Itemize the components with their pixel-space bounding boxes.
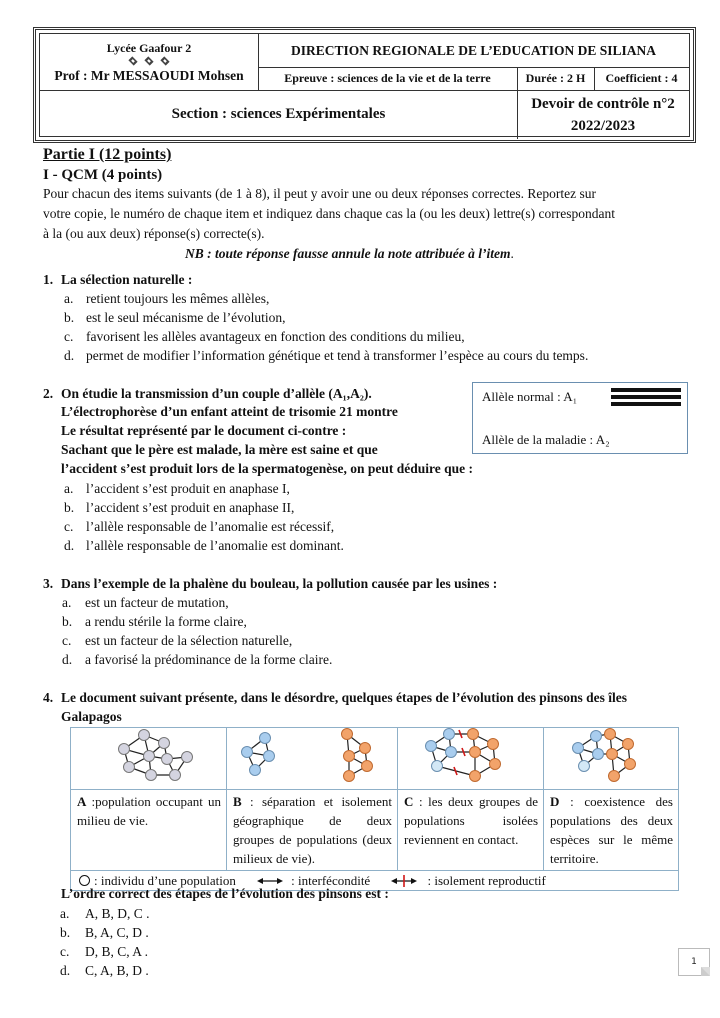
option-letter: d.	[60, 963, 71, 978]
instructions-line: à la (ou aux deux) réponse(s) correcte(s).	[43, 226, 265, 241]
q2-option-d	[64, 536, 344, 556]
q4-option-a	[60, 904, 150, 924]
evolution-stages-table	[70, 727, 679, 891]
stage-text: : coexistence des populations des deux espèces sur le même territoire.	[550, 794, 673, 866]
diamond-icon	[144, 56, 153, 65]
section-label: Section : sciences Expérimentales	[171, 106, 386, 122]
option-text: est le seul mécanisme de l’évolution,	[86, 310, 286, 325]
option-letter: a.	[64, 291, 74, 306]
q4-option-d	[60, 961, 149, 981]
electrophoresis-band	[611, 395, 681, 399]
option-letter: c.	[64, 519, 74, 534]
q4-option-c	[60, 942, 148, 962]
option-letter: b.	[64, 500, 75, 515]
legend-isolation	[391, 871, 545, 890]
option-text: l’allèle responsable de l’anomalie est récessif,	[86, 519, 335, 534]
electrophoresis-document	[472, 382, 688, 454]
question-text: Le document suivant présente, dans le désordre, quelques étapes de l’évolution des pinsons des îles	[61, 690, 628, 705]
question-number: 3.	[43, 576, 54, 591]
legend-text: : individu d’une population	[94, 873, 236, 888]
option-letter: c.	[62, 633, 72, 648]
question-2-line: Le résultat représenté par le document ci-contre :	[61, 423, 347, 438]
question-2-stem	[43, 384, 372, 404]
q3-option-c	[62, 631, 292, 651]
stage-text: : séparation et isolement géographique de deux groupes de populations (deux milieux de vie).	[233, 794, 392, 866]
legend-text: : interfécondité	[291, 873, 371, 888]
option-text: l’allèle responsable de l’anomalie est dominant.	[86, 538, 344, 553]
exam-header	[33, 27, 696, 143]
q3-option-b	[62, 612, 247, 632]
question-4-stem	[43, 688, 627, 708]
question-2-line: Sachant que le père est malade, la mère est saine et que	[61, 442, 378, 457]
blocked-arrow-icon	[391, 875, 417, 887]
option-text: l’accident s’est produit en anaphase II,	[86, 500, 295, 515]
q2-option-b	[64, 498, 294, 518]
option-text: favorisent les allèles avantageux en fonction des conditions du milieu,	[86, 329, 465, 344]
option-letter: a.	[62, 595, 72, 610]
question-1-stem	[43, 270, 192, 290]
stage-c-diagram	[398, 728, 544, 790]
option-letter: a.	[60, 906, 70, 921]
option-text: a rendu stérile la forme claire,	[85, 614, 247, 629]
stage-c-description	[398, 790, 544, 871]
question-number: 4.	[43, 690, 54, 705]
question-2-line: L’électrophorèse d’un enfant atteint de trisomie 21 montre	[61, 404, 398, 419]
stage-d-diagram	[544, 728, 679, 790]
direction-title: DIRECTION REGIONALE DE L’EDUCATION DE SILIANA	[291, 42, 656, 58]
option-letter: b.	[62, 614, 73, 629]
option-letter: c.	[64, 329, 74, 344]
option-text: est un facteur de la sélection naturelle,	[85, 633, 293, 648]
q1-option-d	[64, 346, 588, 366]
option-text: A, B, D, C .	[85, 906, 150, 921]
q1-option-c	[64, 327, 465, 347]
subject-label: Epreuve : sciences de la vie et de la terre	[284, 71, 491, 85]
question-4-line: Galapagos	[61, 709, 122, 724]
q4-option-b	[60, 923, 149, 943]
option-letter: d.	[64, 538, 75, 553]
diamonds-ornament	[128, 56, 170, 66]
stage-key: D	[550, 794, 560, 809]
question-text: Dans l’exemple de la phalène du bouleau, la pollution causée par les usines :	[61, 576, 498, 591]
page-number-text: 1	[691, 957, 697, 967]
exam-year: 2022/2023	[570, 117, 636, 134]
normal-allele-label: Allèle normal : A₁	[482, 389, 578, 404]
school-name: Lycée Gaafour 2	[106, 40, 192, 55]
question-text: On étudie la transmission d’un couple d’allèle (A₁,A₂).	[61, 386, 372, 401]
question-text: La sélection naturelle :	[61, 272, 193, 287]
option-letter: a.	[64, 481, 74, 496]
question-4-prompt: L’ordre correct des étapes de l’évolution des pinsons est :	[61, 886, 389, 901]
stage-b-description	[227, 790, 398, 871]
electrophoresis-band	[611, 402, 681, 406]
population-network-icon	[99, 729, 199, 783]
coefficient-label: Coefficient : 4	[605, 71, 678, 85]
option-text: l’accident s’est produit en anaphase I,	[86, 481, 290, 496]
q3-option-a	[62, 593, 229, 613]
page-fold-icon	[701, 967, 710, 976]
option-text: B, A, C, D .	[85, 925, 149, 940]
option-letter: d.	[64, 348, 75, 363]
question-number: 2.	[43, 386, 54, 401]
instructions-line: votre copie, le numéro de chaque item et indiquez dans chaque cas la (ou les deux) lettre(s) correspondant	[43, 206, 616, 221]
q1-option-b	[64, 308, 285, 328]
diamond-icon	[160, 56, 169, 65]
legend-text: : isolement reproductif	[427, 873, 546, 888]
coexisting-species-icon	[566, 728, 656, 784]
stage-key: B	[233, 794, 242, 809]
option-text: permet de modifier l’information génétique et tend à transformer l’espèce au cours du temps.	[86, 348, 589, 363]
separated-populations-icon	[237, 728, 387, 784]
option-letter: b.	[64, 310, 75, 325]
stage-text: :population occupant un milieu de vie.	[77, 794, 221, 828]
q1-option-a	[64, 289, 269, 309]
stage-key: A	[77, 794, 87, 809]
contact-populations-icon	[421, 728, 521, 784]
option-text: D, B, C, A .	[85, 944, 149, 959]
nb-period: .	[510, 246, 514, 261]
part-title: Partie I (12 points)	[43, 146, 172, 163]
option-letter: c.	[60, 944, 70, 959]
electrophoresis-band	[611, 388, 681, 392]
stage-b-diagram	[227, 728, 398, 790]
stage-a-description	[71, 790, 227, 871]
stage-a-diagram	[71, 728, 227, 790]
option-text: C, A, B, D .	[85, 963, 149, 978]
q2-option-c	[64, 517, 334, 537]
instructions-line: Pour chacun des items suivants (de 1 à 8), il peut y avoir une ou deux réponses correctes. Reportez sur	[43, 186, 596, 201]
option-text: retient toujours les mêmes allèles,	[86, 291, 270, 306]
teacher-name: Prof : Mr MESSAOUDI Mohsen	[54, 67, 244, 83]
duration-label: Durée : 2 H	[525, 71, 586, 85]
nb-note	[185, 244, 514, 264]
qcm-title: I - QCM (4 points)	[43, 167, 163, 183]
option-letter: b.	[60, 925, 71, 940]
option-text: a favorisé la prédominance de la forme claire.	[85, 652, 333, 667]
page-number	[678, 948, 710, 976]
question-number: 1.	[43, 272, 54, 287]
question-3-stem	[43, 574, 497, 594]
option-letter: d.	[62, 652, 73, 667]
stage-key: C	[404, 794, 414, 809]
nb-text: NB : toute réponse fausse annule la note attribuée à l’item	[185, 246, 511, 261]
question-2-line: l’accident s’est produit lors de la spermatogenèse, on peut déduire que :	[61, 461, 473, 476]
disease-allele-label: Allèle de la maladie : A₂	[482, 432, 610, 447]
q3-option-d	[62, 650, 332, 670]
option-text: est un facteur de mutation,	[85, 595, 229, 610]
stage-text: : les deux groupes de populations isolées reviennent en contact.	[404, 794, 538, 847]
stage-d-description	[544, 790, 679, 871]
q2-option-a	[64, 479, 290, 499]
diamond-icon	[128, 56, 137, 65]
exam-title: Devoir de contrôle n°2	[531, 95, 675, 112]
